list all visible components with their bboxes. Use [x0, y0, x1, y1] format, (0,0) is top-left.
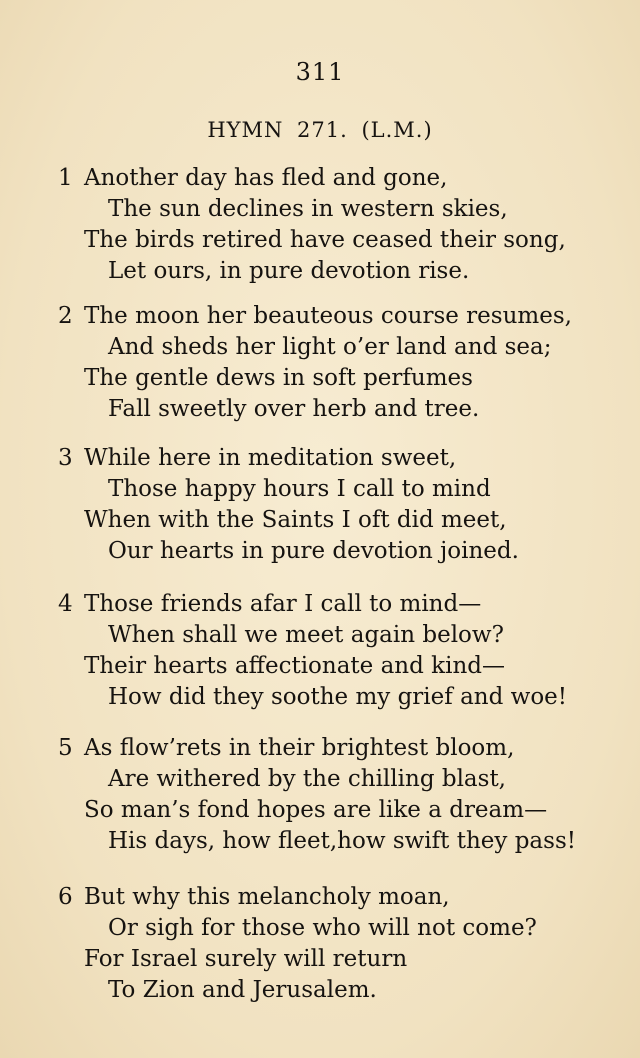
- verse-line: So man’s fond hopes are like a dream—: [84, 797, 548, 823]
- verse-line: For Israel surely will return: [84, 946, 408, 972]
- verse-line: Another day has fled and gone,: [84, 165, 448, 191]
- verse-line: And sheds her light o’er land and sea;: [108, 334, 552, 360]
- stanza-number: 4: [58, 591, 73, 617]
- verse-line: The gentle dews in soft perfumes: [84, 365, 473, 391]
- stanza-number: 2: [58, 303, 73, 329]
- verse-line: The moon her beauteous course resumes,: [84, 303, 572, 329]
- verse-line: Let ours, in pure devotion rise.: [108, 258, 470, 284]
- verse-line: Those friends afar I call to mind—: [84, 591, 482, 617]
- verse-line: His days, how fleet,how swift they pass!: [108, 828, 576, 854]
- verse-line: Our hearts in pure devotion joined.: [108, 538, 519, 564]
- page-number: 311: [295, 58, 345, 86]
- verse-line: While here in meditation sweet,: [84, 445, 457, 471]
- verse-line: When shall we meet again below?: [108, 622, 504, 648]
- verse-line: The birds retired have ceased their song,: [84, 227, 566, 253]
- verse-line: How did they soothe my grief and woe!: [108, 684, 568, 710]
- verse-line: Are withered by the chilling blast,: [108, 766, 506, 792]
- verse-line: Fall sweetly over herb and tree.: [108, 396, 480, 422]
- stanza-number: 3: [58, 445, 73, 471]
- stanza-number: 5: [58, 735, 73, 761]
- verse-line: Or sigh for those who will not come?: [108, 915, 537, 941]
- verse-line: But why this melancholy moan,: [84, 884, 450, 910]
- verse-line: To Zion and Jerusalem.: [108, 977, 377, 1003]
- verse-line: Those happy hours I call to mind: [108, 476, 491, 502]
- verse-line: As flow’rets in their brightest bloom,: [84, 735, 515, 761]
- stanza-number: 6: [58, 884, 73, 910]
- verse-line: When with the Saints I oft did meet,: [84, 507, 507, 533]
- hymn-title: HYMN 271. (L.M.): [207, 118, 433, 142]
- stanza-number: 1: [58, 165, 73, 191]
- verse-line: The sun declines in western skies,: [108, 196, 508, 222]
- verse-line: Their hearts affectionate and kind—: [84, 653, 505, 679]
